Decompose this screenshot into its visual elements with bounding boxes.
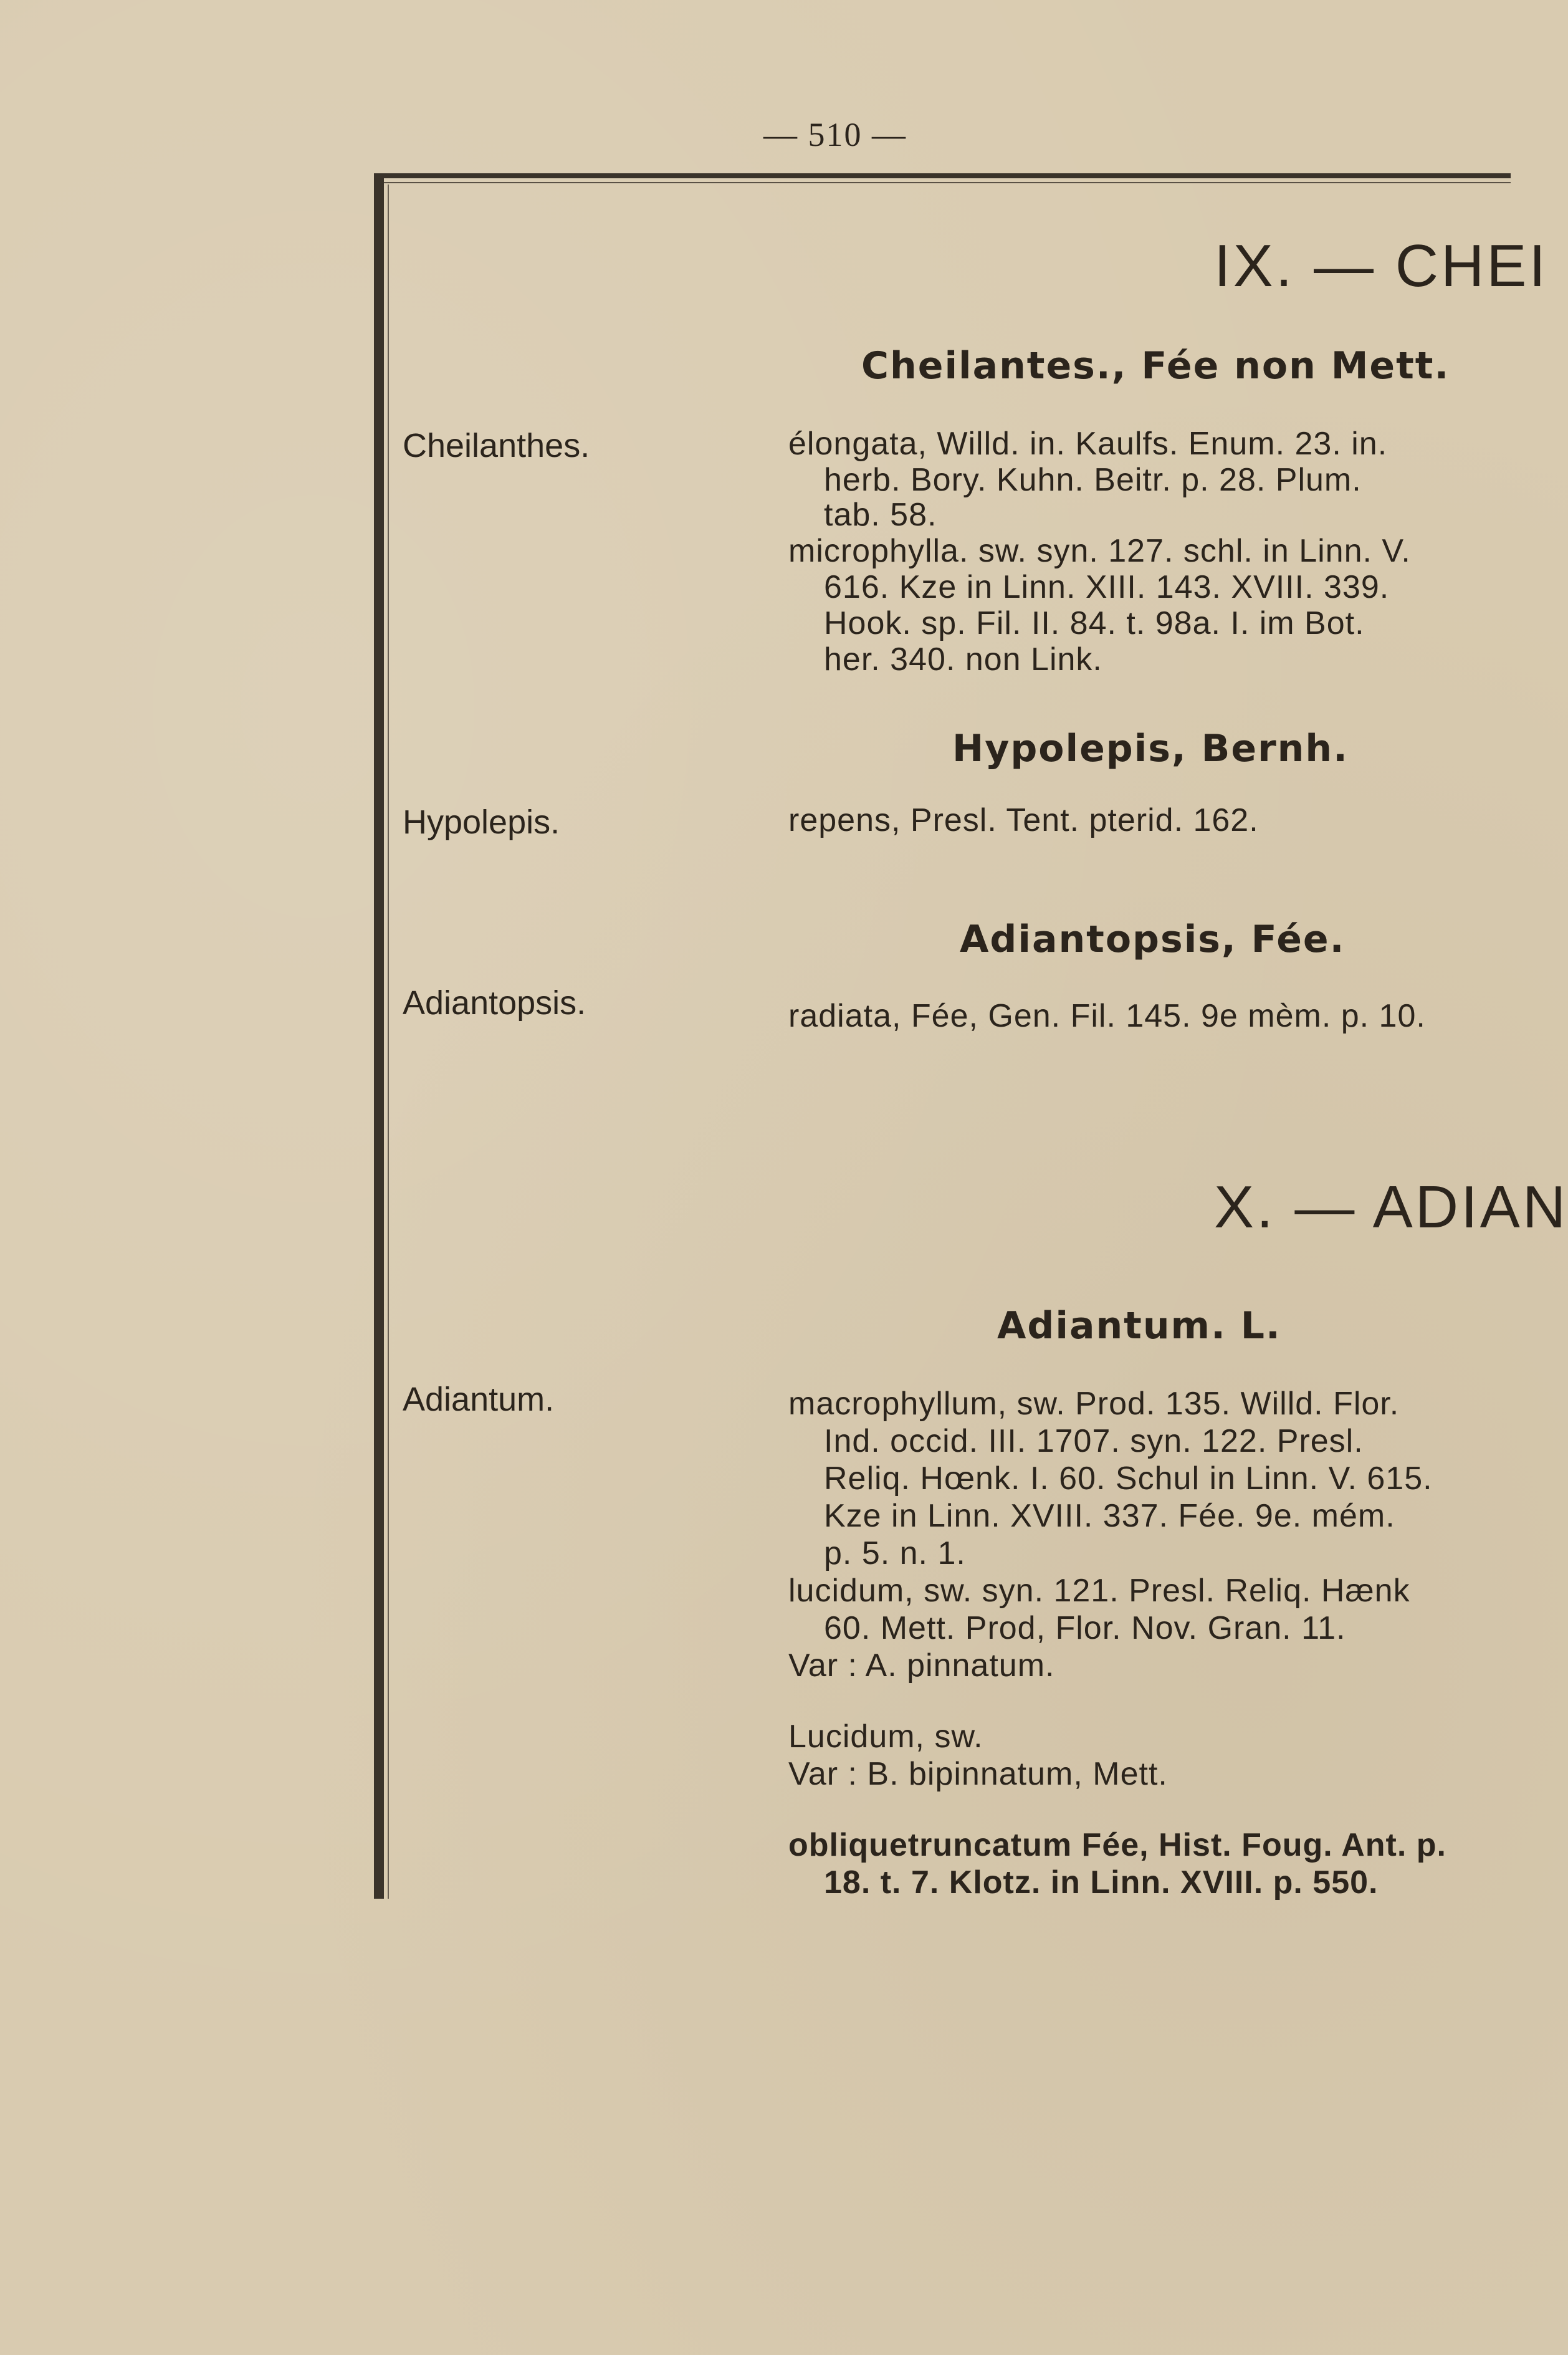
margin-name-hypolepis: Hypolepis. xyxy=(403,803,560,841)
entry-line: 60. Mett. Prod, Flor. Nov. Gran. 11. xyxy=(824,1610,1346,1646)
entry-line: microphylla. sw. syn. 127. schl. in Linn. V. xyxy=(788,533,1411,569)
entry-line: Kze in Linn. XVIII. 337. Fée. 9e. mém. xyxy=(824,1498,1395,1534)
entry-line: herb. Bory. Kuhn. Beitr. p. 28. Plum. xyxy=(824,462,1362,498)
genus-heading-adiantum: Adiantum. L. xyxy=(997,1304,1281,1348)
genus-heading-cheilantes: Cheilantes., Fée non Mett. xyxy=(861,344,1450,388)
entry-line: obliquetruncatum Fée, Hist. Foug. Ant. p. xyxy=(788,1827,1446,1863)
entry-line: radiata, Fée, Gen. Fil. 145. 9e mèm. p. 10. xyxy=(788,998,1426,1034)
entry-line: p. 5. n. 1. xyxy=(824,1535,966,1571)
entry-line: 18. t. 7. Klotz. in Linn. XVIII. p. 550. xyxy=(824,1864,1379,1901)
top-rule-thin xyxy=(374,182,1511,183)
entry-line: Var : B. bipinnatum, Mett. xyxy=(788,1756,1168,1792)
entry-line: Reliq. Hœnk. I. 60. Schul in Linn. V. 615. xyxy=(824,1460,1433,1497)
top-rule xyxy=(374,173,1511,178)
entry-line: Ind. occid. III. 1707. syn. 122. Presl. xyxy=(824,1423,1364,1459)
left-rule xyxy=(374,173,384,1899)
page-number: — 510 — xyxy=(763,116,907,153)
entry-line: her. 340. non Link. xyxy=(824,641,1102,678)
margin-name-adiantum: Adiantum. xyxy=(403,1381,555,1418)
chapter-heading-ix: IX. — CHEI xyxy=(1214,233,1549,299)
entry-line: macrophyllum, sw. Prod. 135. Willd. Flor. xyxy=(788,1386,1400,1422)
entry-line: repens, Presl. Tent. pterid. 162. xyxy=(788,802,1259,838)
entry-line: Hook. sp. Fil. II. 84. t. 98a. I. im Bot. xyxy=(824,605,1365,641)
left-rule-thin xyxy=(388,185,389,1899)
genus-heading-hypolepis: Hypolepis, Bernh. xyxy=(952,727,1349,770)
chapter-heading-x: X. — ADIAN xyxy=(1214,1174,1568,1240)
entry-line: tab. 58. xyxy=(824,497,937,533)
entry-line: élongata, Willd. in. Kaulfs. Enum. 23. in. xyxy=(788,426,1388,462)
entry-line: lucidum, sw. syn. 121. Presl. Reliq. Hænk xyxy=(788,1573,1410,1609)
margin-name-cheilanthes: Cheilanthes. xyxy=(403,427,590,464)
entry-line: 616. Kze in Linn. XIII. 143. XVIII. 339. xyxy=(824,569,1390,605)
entry-line: Lucidum, sw. xyxy=(788,1719,983,1755)
genus-heading-adiantopsis: Adiantopsis, Fée. xyxy=(960,918,1346,961)
entry-line: Var : A. pinnatum. xyxy=(788,1648,1055,1684)
margin-name-adiantopsis: Adiantopsis. xyxy=(403,984,586,1022)
